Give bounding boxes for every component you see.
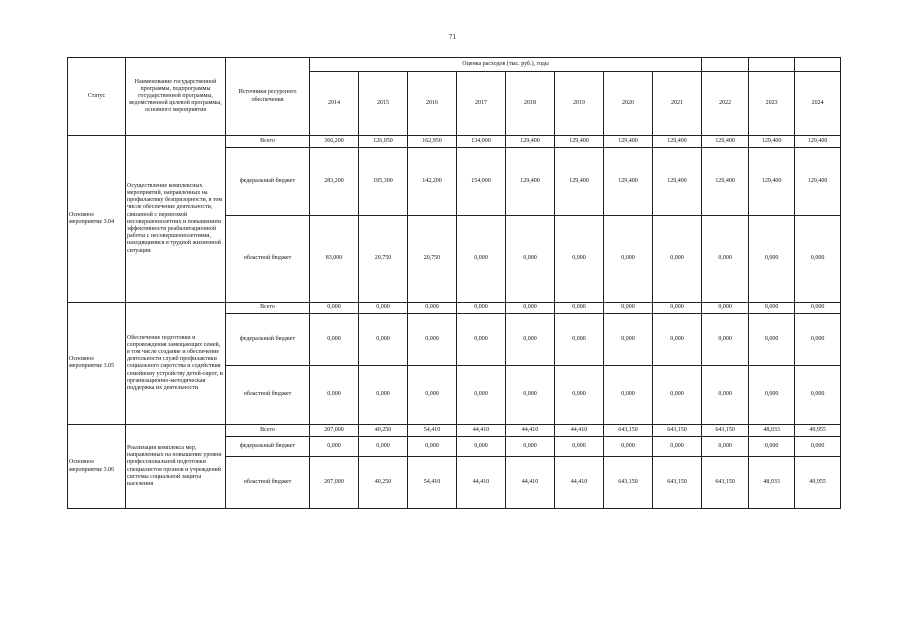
value-cell: 0,000 (653, 302, 702, 314)
source-cell: областной бюджет (226, 366, 310, 425)
activity-name-cell: Обеспечение подготовки и сопровождения замещающих семей, в том числе создание и обеспечение деятельности служб профилактики социального сиротства и содействия семейному устройству детей-сирот, и организационно-методическая поддержка их деятельности (126, 302, 226, 425)
value-cell: 0,000 (506, 436, 555, 456)
value-cell: 40,250 (359, 457, 408, 509)
value-cell: 154,000 (457, 147, 506, 215)
header-year-2016: 2016 (408, 72, 457, 136)
source-cell: федеральный бюджет (226, 314, 310, 366)
value-cell: 0,000 (555, 215, 604, 302)
value-cell: 134,000 (457, 136, 506, 148)
value-cell: 0,000 (604, 302, 653, 314)
value-cell: 0,000 (749, 314, 795, 366)
header-name: Наименование государственной программы, подпрограммы государственной программы, ведомственной целевой программы, основного мероприятия (126, 58, 226, 136)
value-cell: 129,400 (653, 147, 702, 215)
value-cell: 0,000 (749, 302, 795, 314)
value-cell: 283,200 (310, 147, 359, 215)
value-cell: 0,000 (408, 366, 457, 425)
value-cell: 20,750 (359, 215, 408, 302)
value-cell: 0,000 (653, 436, 702, 456)
value-cell: 0,000 (749, 366, 795, 425)
value-cell: 129,400 (749, 147, 795, 215)
value-cell: 0,000 (310, 366, 359, 425)
value-cell: 40,250 (359, 425, 408, 437)
value-cell: 0,000 (702, 302, 749, 314)
value-cell: 54,410 (408, 425, 457, 437)
value-cell: 0,000 (506, 215, 555, 302)
value-cell: 44,410 (555, 425, 604, 437)
value-cell: 0,000 (795, 302, 841, 314)
value-cell: 49,955 (795, 425, 841, 437)
value-cell: 44,410 (555, 457, 604, 509)
value-cell: 643,150 (604, 425, 653, 437)
value-cell: 0,000 (555, 366, 604, 425)
value-cell: 0,000 (506, 314, 555, 366)
value-cell: 0,000 (653, 215, 702, 302)
value-cell: 0,000 (506, 302, 555, 314)
value-cell: 0,000 (555, 314, 604, 366)
value-cell: 54,410 (408, 457, 457, 509)
header-row-top (68, 58, 841, 72)
value-cell: 129,400 (749, 136, 795, 148)
value-cell: 0,000 (795, 436, 841, 456)
value-cell: 129,400 (702, 147, 749, 215)
value-cell: 0,000 (702, 436, 749, 456)
value-cell: 643,150 (653, 425, 702, 437)
value-cell: 0,000 (795, 366, 841, 425)
value-cell: 0,000 (795, 215, 841, 302)
source-cell: федеральный бюджет (226, 147, 310, 215)
value-cell: 0,000 (604, 314, 653, 366)
header-year-2014: 2014 (310, 72, 359, 136)
header-status: Статус (68, 58, 126, 136)
value-cell: 126,050 (359, 136, 408, 148)
value-cell: 0,000 (604, 215, 653, 302)
value-cell: 643,150 (702, 457, 749, 509)
value-cell: 643,150 (653, 457, 702, 509)
value-cell: 129,400 (555, 147, 604, 215)
value-cell: 44,410 (506, 457, 555, 509)
value-cell: 0,000 (408, 436, 457, 456)
value-cell: 162,950 (408, 136, 457, 148)
source-cell: областной бюджет (226, 215, 310, 302)
value-cell: 129,400 (795, 147, 841, 215)
value-cell: 129,400 (506, 147, 555, 215)
value-cell: 366,200 (310, 136, 359, 148)
table-row (68, 136, 841, 148)
value-cell: 129,400 (604, 136, 653, 148)
value-cell: 207,000 (310, 457, 359, 509)
value-cell: 0,000 (749, 436, 795, 456)
value-cell: 129,400 (604, 147, 653, 215)
activity-name-cell: Реализация комплекса мер, направленных на повышение уровня профессиональной подготовки специалистов органов и учреждений системы социальной защиты населения (126, 425, 226, 509)
header-blank-cell (795, 58, 841, 72)
value-cell: 0,000 (310, 436, 359, 456)
status-cell: Основное мероприятие 3.04 (68, 136, 126, 303)
value-cell: 0,000 (310, 314, 359, 366)
table-row (68, 302, 841, 314)
value-cell: 0,000 (457, 436, 506, 456)
value-cell: 83,000 (310, 215, 359, 302)
header-year-2024: 2024 (795, 72, 841, 136)
value-cell: 0,000 (555, 436, 604, 456)
value-cell: 20,750 (408, 215, 457, 302)
value-cell: 129,400 (795, 136, 841, 148)
activity-name-cell: Осуществление комплексных мероприятий, направленных на профилактику безпризорности, в том числе обеспечение деятельности, связанной с перевозкой несовершеннолетних и повышением эффективности реабилитационной работы с несовершеннолетними, находящимися в трудной жизненной ситуации (126, 136, 226, 303)
value-cell: 129,400 (702, 136, 749, 148)
source-cell: Всего (226, 136, 310, 148)
value-cell: 105,300 (359, 147, 408, 215)
table-body (68, 136, 841, 509)
value-cell: 48,033 (749, 425, 795, 437)
value-cell: 0,000 (359, 436, 408, 456)
value-cell: 44,410 (457, 457, 506, 509)
header-year-2022: 2022 (702, 72, 749, 136)
value-cell: 129,400 (555, 136, 604, 148)
header-estimate: Оценка расходов (тыс. руб.), годы (310, 58, 702, 72)
value-cell: 0,000 (555, 302, 604, 314)
value-cell: 0,000 (408, 314, 457, 366)
page-number: 71 (449, 33, 456, 41)
value-cell: 0,000 (604, 366, 653, 425)
value-cell: 0,000 (604, 436, 653, 456)
value-cell: 0,000 (702, 215, 749, 302)
value-cell: 0,000 (653, 314, 702, 366)
value-cell: 0,000 (457, 302, 506, 314)
value-cell: 0,000 (359, 302, 408, 314)
value-cell: 0,000 (506, 366, 555, 425)
source-cell: Всего (226, 302, 310, 314)
value-cell: 129,400 (653, 136, 702, 148)
value-cell: 0,000 (795, 314, 841, 366)
header-blank-cell (702, 58, 749, 72)
header-source: Источники ресурсного обеспечения (226, 58, 310, 136)
value-cell: 44,410 (506, 425, 555, 437)
value-cell: 49,955 (795, 457, 841, 509)
header-year-2019: 2019 (555, 72, 604, 136)
header-year-2021: 2021 (653, 72, 702, 136)
value-cell: 0,000 (457, 215, 506, 302)
value-cell: 0,000 (457, 314, 506, 366)
value-cell: 142,200 (408, 147, 457, 215)
value-cell: 0,000 (359, 366, 408, 425)
value-cell: 0,000 (702, 314, 749, 366)
value-cell: 48,033 (749, 457, 795, 509)
value-cell: 0,000 (653, 366, 702, 425)
value-cell: 0,000 (702, 366, 749, 425)
source-cell: Всего (226, 425, 310, 437)
value-cell: 44,410 (457, 425, 506, 437)
header-year-2018: 2018 (506, 72, 555, 136)
value-cell: 0,000 (359, 314, 408, 366)
header-year-2017: 2017 (457, 72, 506, 136)
value-cell: 0,000 (310, 302, 359, 314)
header-year-2020: 2020 (604, 72, 653, 136)
header-blank-cell (749, 58, 795, 72)
value-cell: 0,000 (408, 302, 457, 314)
source-cell: областной бюджет (226, 457, 310, 509)
status-cell: Основное мероприятие 3.06 (68, 425, 126, 509)
table-row (68, 425, 841, 437)
value-cell: 0,000 (457, 366, 506, 425)
source-cell: федеральный бюджет (226, 436, 310, 456)
value-cell: 0,000 (749, 215, 795, 302)
header-year-2015: 2015 (359, 72, 408, 136)
value-cell: 643,150 (604, 457, 653, 509)
budget-table (67, 57, 841, 509)
value-cell: 643,150 (702, 425, 749, 437)
header-year-2023: 2023 (749, 72, 795, 136)
value-cell: 207,000 (310, 425, 359, 437)
status-cell: Основное мероприятие 3.05 (68, 302, 126, 425)
value-cell: 129,400 (506, 136, 555, 148)
